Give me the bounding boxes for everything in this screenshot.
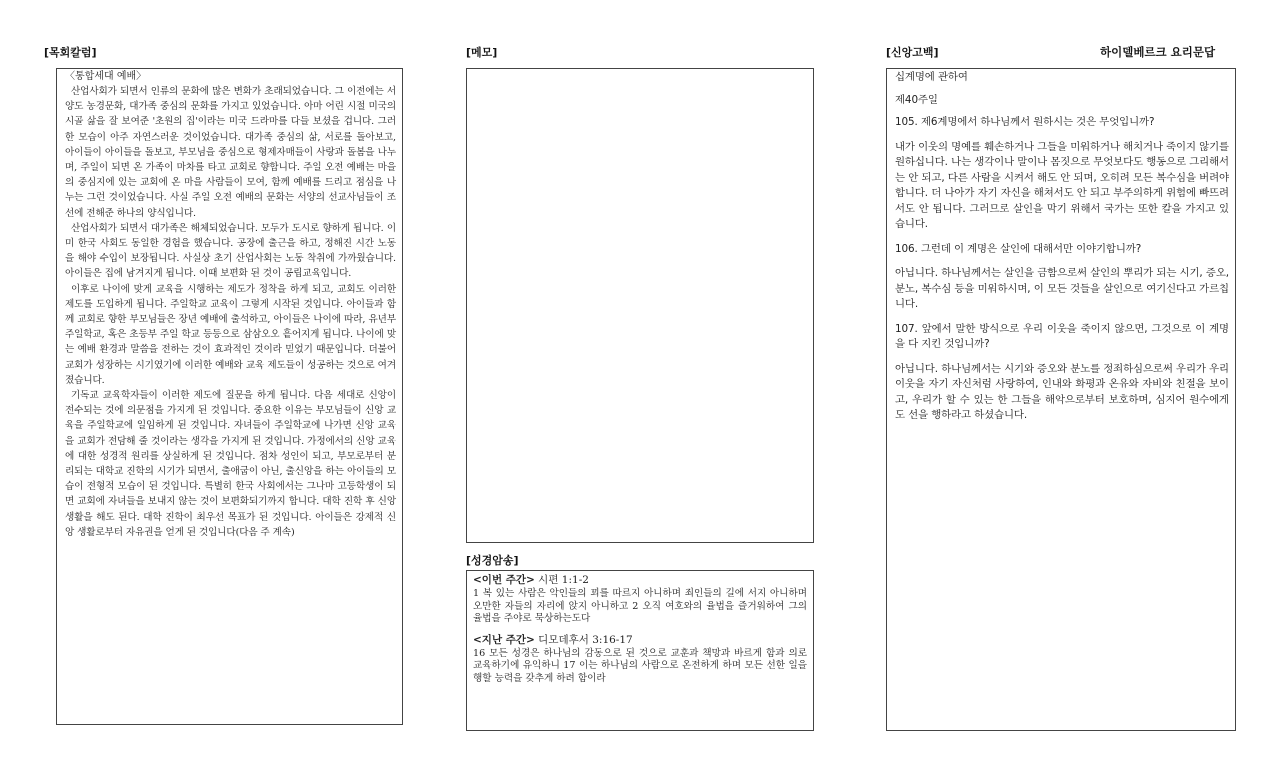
- column-paragraph: 기독교 교육학자들이 이러한 제도에 질문을 하게 됩니다. 다음 세대로 신앙이 전수되는 것에 의문점을 가지게 된 것입니다. 중요한 이유는 부모님들이 신앙 교육을 주일학교에 일임하게 된 것입니다. 자녀들이 주일학교에 나가면 신앙 교육을 교회가 전담해 줄 것이라는 생각을 가지게 된 것입니다. 가정에서의 신앙 교육에 대한 성경적 원리를 상실하게 된 것입니다. 점차 성인이 되고, 부모로부터 분리되는 대학교 진학의 시기가 되면서, 출애굽이 아닌, 출신앙을 하는 아이들의 모습이 전형적 모습이 된 것입니다. 특별히 한국 사회에서는 그나마 고등학생이 되면 교회에 자녀들을 보내지 않는 것이 보편화되기까지 합니다. 대학 진학 후 신앙 생활을 해도 된다. 대학 진학이 최우선 목표가 된 것입니다. 아이들은 강제적 신앙 생활로부터 자유권을 얻게 된 것입니다(다음 주 계속): [65, 390, 396, 538]
- this-week-heading: [473, 573, 807, 588]
- catechism-week: 제40주일: [895, 93, 938, 106]
- answer-107: 아닙니다. 하나님께서는 시기와 증오와 분노를 정죄하심으로써 우리가 우리 이웃을 자기 자신처럼 사랑하여, 인내와 화평과 온유와 자비와 친절을 보이고, 우리가 할 수 있는 한 그들을 해악으로부터 보호하며, 심지어 원수에게도 선을 행하라고 하셨습니다.: [895, 362, 1229, 421]
- verse-memorization-title: [성경암송]: [466, 554, 519, 567]
- memo-title: [메모]: [466, 46, 498, 59]
- pastoral-column-title: [목회칼럼]: [44, 46, 97, 59]
- verse-memorization-box: [466, 570, 814, 731]
- last-week-reference: 디모데후서 3:16-17: [538, 633, 633, 646]
- this-week-reference: 시편 1:1-2: [538, 574, 589, 586]
- confession-title: [신앙고백]: [886, 46, 939, 59]
- question-107: 107. 앞에서 말한 방식으로 우리 이웃을 죽이지 않으면, 그것으로 이 계명을 다 지킨 것입니까?: [895, 322, 1229, 350]
- column-paragraph: 이후로 나이에 맞게 교육을 시행하는 제도가 정착을 하게 되고, 교회도 이러한 제도를 도입하게 됩니다. 주일학교 교육이 그렇게 시작된 것입니다. 아이들과 함께 교회로 향한 부모님들은 장년 예배에 출석하고, 아이들은 나이에 따라, 유년부 주일학교, 혹은 초등부 주일 학교 등등으로 삼삼오오 흩어지게 됩니다. 나이에 맞는 예배 환경과 말씀을 전하는 것이 효과적인 것이라 믿었기 때문입니다. 더불어 교회가 성장하는 시기였기에 이러한 예배와 교육 제도들이 성공하는 것으로 여겨졌습니다.: [65, 283, 396, 386]
- last-week-label: <지난 주간>: [473, 633, 535, 646]
- column-paragraph: 산업사회가 되면서 대가족은 해체되었습니다. 모두가 도시로 향하게 됩니다. 이미 한국 사회도 동일한 경험을 했습니다. 공장에 출근을 하고, 정해진 시간 노동을 해야 수입이 보장됩니다. 사실상 초기 산업사회는 노동 착취에 가까웠습니다. 아이들은 집에 남겨지게 됩니다. 이때 보편화 된 것이 공립교육입니다.: [65, 222, 396, 280]
- answer-106: 아닙니다. 하나님께서는 살인을 금함으로써 살인의 뿌리가 되는 시기, 증오, 분노, 복수심 등을 미워하시며, 이 모든 것들을 살인으로 여기신다고 가르칩니다.: [895, 267, 1229, 310]
- catechism-source: 하이델베르크 요리문답: [1100, 45, 1216, 59]
- this-week-verse-text: 1 복 있는 사람은 악인들의 꾀를 따르지 아니하며 죄인들의 길에 서지 아니하며 오만한 자들의 자리에 앉지 아니하고 2 오직 여호와의 율법을 즐거워하여 그의 율법을 주야로 묵상하는도다: [473, 588, 807, 625]
- column-subtitle: 〈통합세대 예배〉: [65, 71, 147, 82]
- last-week-heading: [473, 633, 807, 648]
- pastoral-column-box: [56, 68, 403, 725]
- question-105: 105. 제6계명에서 하나님께서 원하시는 것은 무엇입니까?: [895, 116, 1155, 128]
- column-paragraph: 산업사회가 되면서 인류의 문화에 많은 변화가 초래되었습니다. 그 이전에는 서양도 농경문화, 대가족 중심의 문화를 가지고 있었습니다. 아마 어린 시절 미국의 시골 삶을 잘 보여준 '초원의 집'이라는 미국 드라마를 다들 보셨을 겁니다. 그러한 모습이 아주 자연스러운 것이었습니다. 대가족 중심의 삶, 서로를 돌아보고, 아이들이 아이들을 돌보고, 부모님을 중심으로 형제자매들이 사랑과 돌봄을 나누며, 주일이 되면 온 가족이 마차를 타고 교회로 향합니다. 주일 오전 예배는 마을의 중심지에 있는 교회에 온 마을 사람들이 모여, 함께 예배를 드리고 점심을 나누는 그런 것이었습니다. 사실 주일 오전 예배의 문화는 서양의 선교사님들이 조선에 전해준 하나의 양식입니다.: [65, 86, 396, 219]
- last-week-verse-text: 16 모든 성경은 하나님의 감동으로 된 것으로 교훈과 책망과 바르게 함과 의로 교육하기에 유익하니 17 이는 하나님의 사람으로 온전하게 하며 모든 선한 일을 행할 능력을 갖추게 하려 함이라: [473, 647, 807, 684]
- catechism-topic: 십계명에 관하여: [895, 71, 968, 83]
- question-106: 106. 그런데 이 계명은 살인에 대해서만 이야기합니까?: [895, 242, 1142, 255]
- this-week-label: <이번 주간>: [473, 574, 535, 586]
- answer-105: 내가 이웃의 명예를 훼손하거나 그들을 미워하거나 해치거나 죽이지 않기를 원하십니다. 나는 생각이나 말이나 몸짓으로 무엇보다도 행동으로 그리해서는 안 되고, 다른 사람을 시켜서 해도 안 되며, 오히려 모든 복수심을 버려야 합니다. 더 나아가 자기 자신을 해쳐서도 안 되고 부주의하게 위험에 빠뜨려서도 안 됩니다. 그러므로 살인을 막기 위해서 국가는 또한 칼을 가지고 있습니다.: [895, 140, 1229, 230]
- memo-box[interactable]: [466, 68, 814, 543]
- confession-box: [886, 68, 1236, 731]
